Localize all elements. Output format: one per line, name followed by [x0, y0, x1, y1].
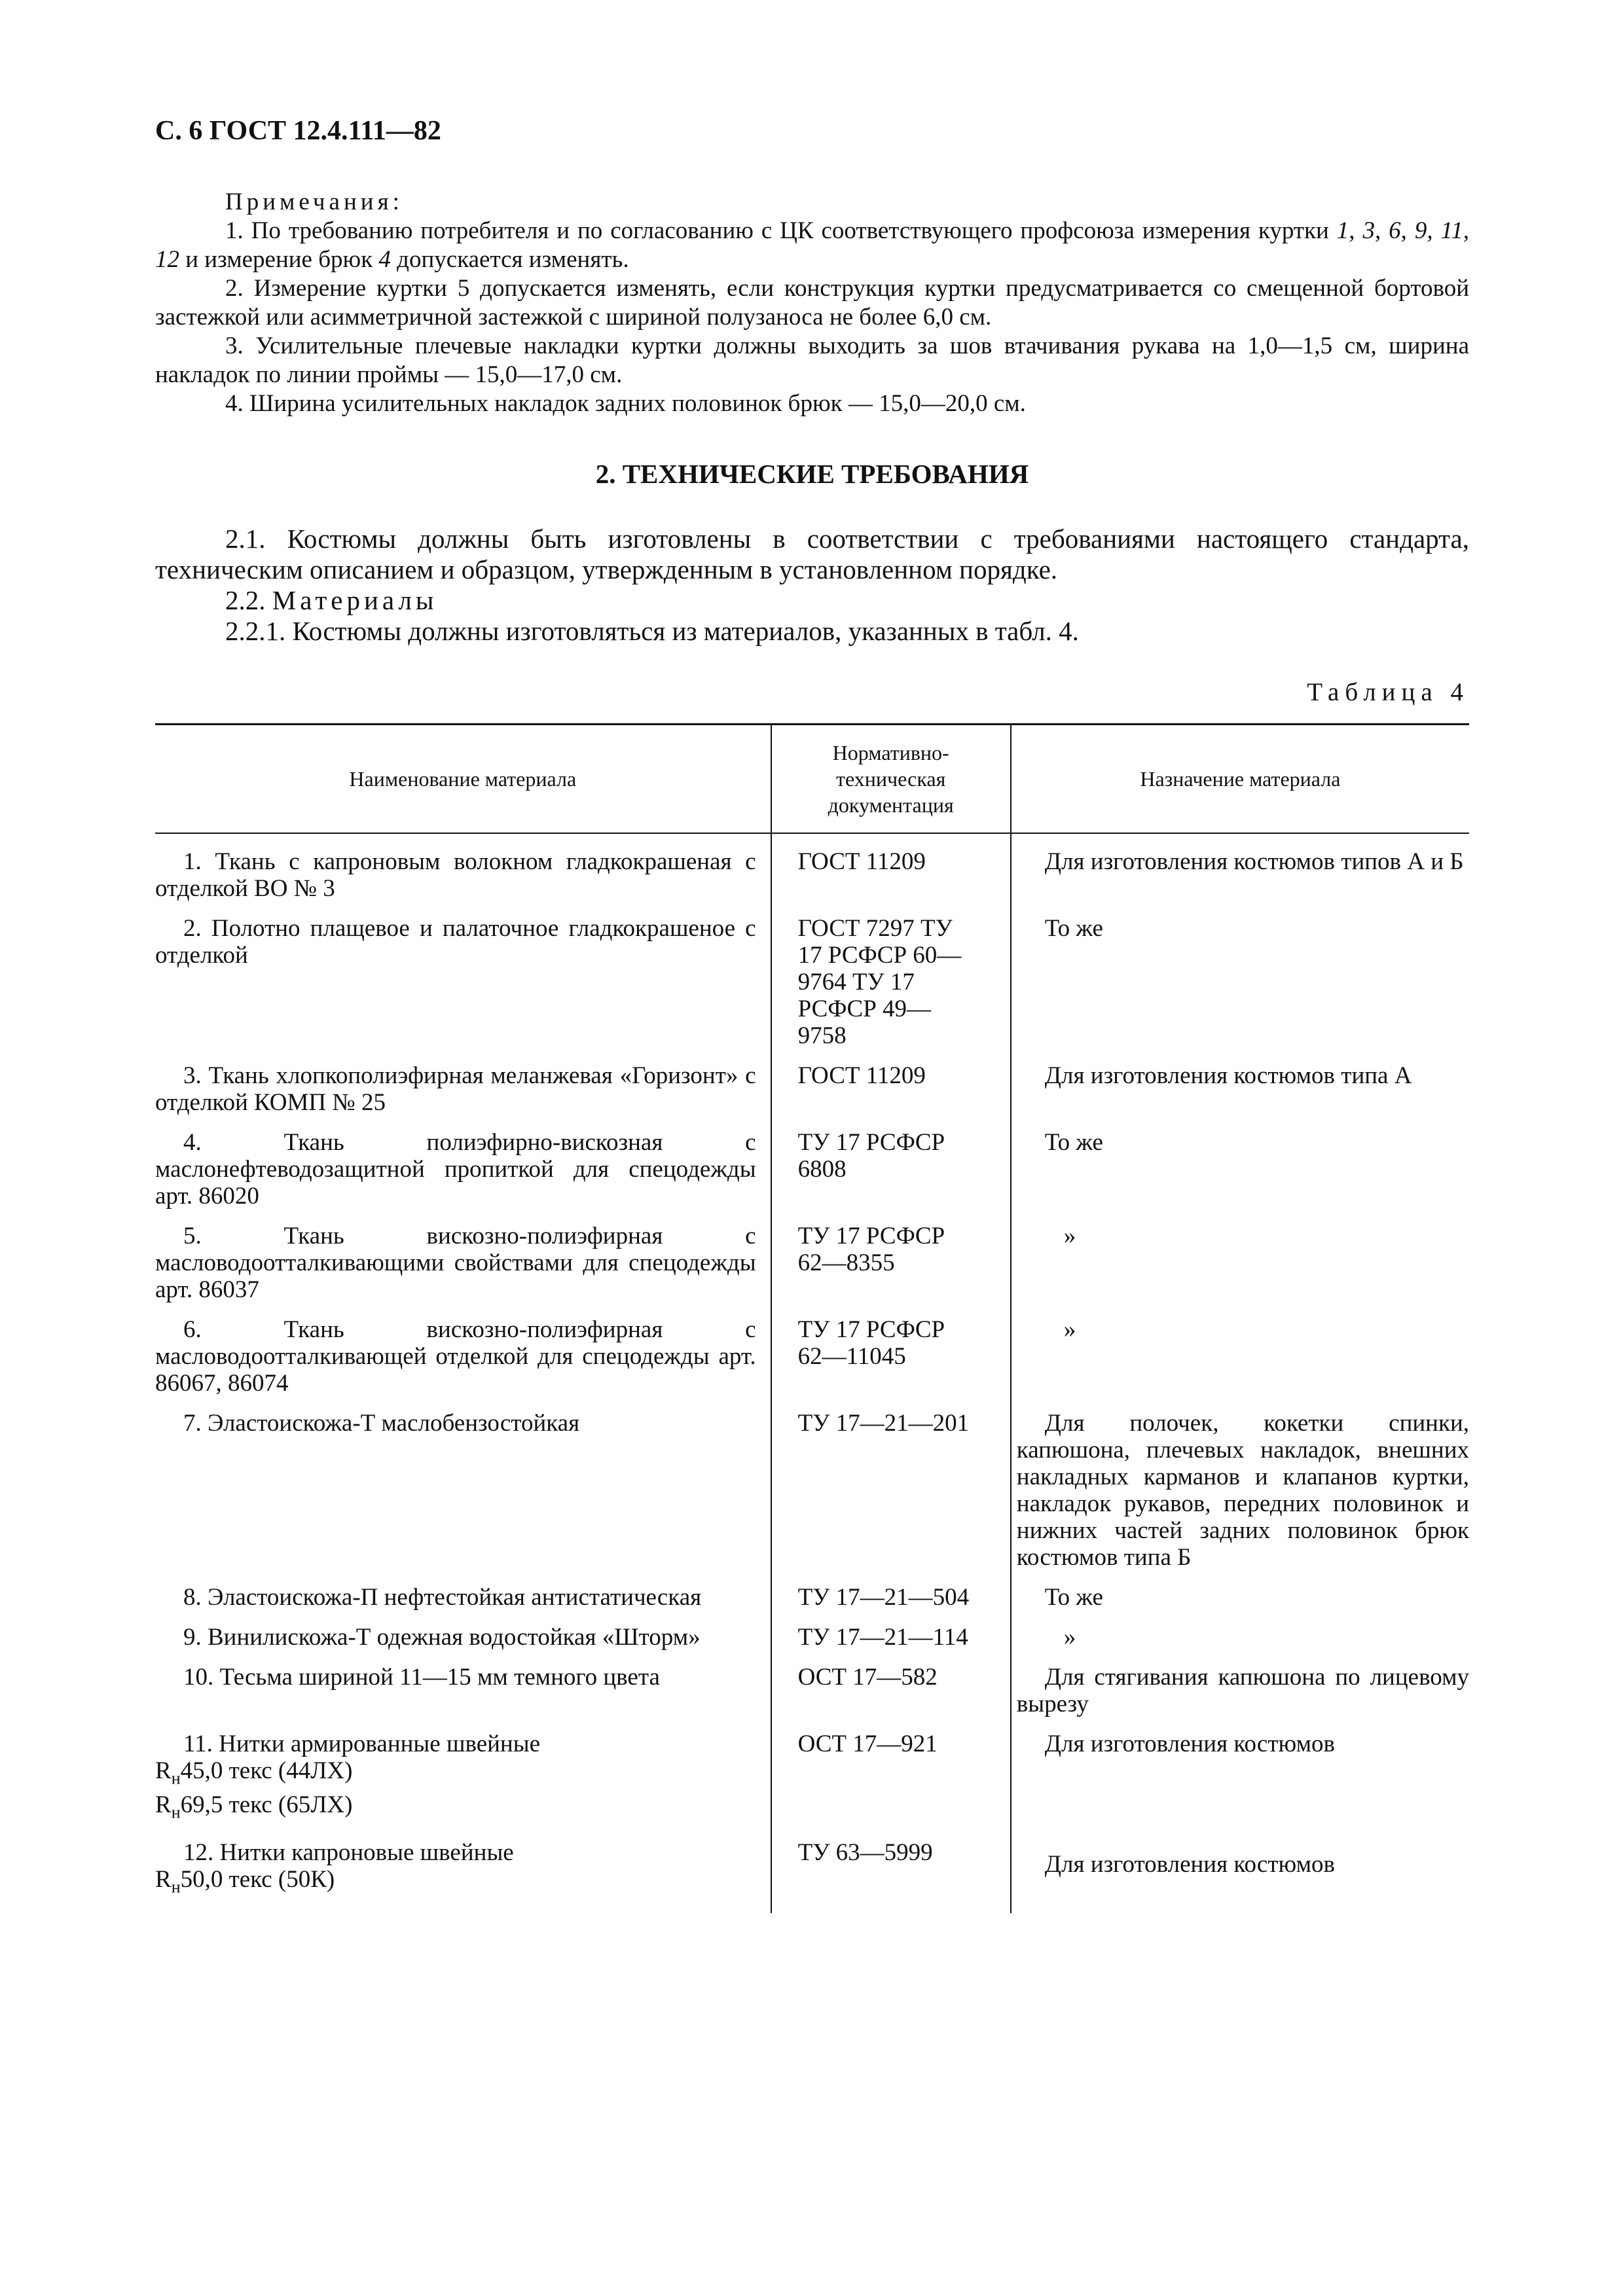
material-name: 7. Эластоискожа-Т маслобензостойкая	[183, 1410, 580, 1437]
table-row	[155, 1731, 1469, 1839]
material-name: 2. Полотно плащевое и палаточное гладкокрашеное с отделкой	[155, 915, 756, 969]
materials-table	[155, 723, 1469, 1913]
column-header-document: Нормативно-техническая документация	[771, 725, 1011, 834]
table-row	[155, 1584, 1469, 1624]
material-purpose: »	[1063, 1624, 1076, 1651]
note-2: 2. Измерение куртки 5 допускается изменять, если конструкция куртки предусматривается со смещенной бортовой застежкой или асимметричной застежкой с шириной полузаноса не более 6,0 см.	[155, 275, 1469, 331]
table-row	[155, 1316, 1469, 1410]
table-row	[155, 1062, 1469, 1129]
material-doc: ГОСТ 11209	[797, 1062, 926, 1089]
material-doc: ОСТ 17—582	[797, 1664, 938, 1691]
material-doc: ТУ 17 РСФСР 6808	[797, 1129, 945, 1183]
material-name: 4. Ткань полиэфирно-вискозная с маслонефтеводозащитной пропиткой для спецодежды арт. 86020	[155, 1129, 756, 1210]
table-caption: Таблица 4	[1307, 678, 1469, 706]
material-doc: ТУ 17—21—114	[797, 1624, 968, 1651]
material-purpose: То же	[1044, 1129, 1103, 1156]
material-purpose: То же	[1044, 915, 1103, 942]
material-name: 9. Винилискожа-Т одежная водостойкая «Шторм»	[183, 1624, 701, 1651]
page-header: С. 6 ГОСТ 12.4.111—82	[155, 116, 441, 146]
table-row	[155, 833, 1469, 915]
material-purpose: »	[1063, 1316, 1076, 1343]
material-purpose: То же	[1044, 1584, 1103, 1611]
clause-2-2-1: 2.2.1. Костюмы должны изготовляться из материалов, указанных в табл. 4.	[225, 616, 1079, 646]
material-doc: ТУ 17—21—504	[797, 1584, 970, 1611]
section-title: 2. ТЕХНИЧЕСКИЕ ТРЕБОВАНИЯ	[595, 459, 1029, 489]
material-name: 5. Ткань вискозно-полиэфирная с масловодоотталкивающими свойствами для спецодежды арт. 86037	[155, 1223, 756, 1303]
note-4: 4. Ширина усилительных накладок задних половинок брюк — 15,0—20,0 см.	[225, 390, 1026, 417]
material-purpose: Для изготовления костюмов	[1044, 1850, 1336, 1878]
note-3: 3. Усилительные плечевые накладки куртки должны выходить за шов втачивания рукава на 1,0—1,5 см, ширина накладок по линии проймы — 15,0—17,0 см.	[155, 332, 1469, 388]
material-purpose: Для изготовления костюмов типов А и Б	[1044, 848, 1464, 875]
material-doc: ОСТ 17—921	[797, 1731, 938, 1757]
material-purpose: »	[1063, 1223, 1076, 1249]
material-spec: $R_н69,5$ текс (65ЛХ)	[155, 1791, 353, 1822]
column-header-purpose: Назначение материала	[1011, 725, 1469, 834]
requirements-block	[155, 524, 1469, 647]
material-name: 6. Ткань вискозно-полиэфирная с масловодоотталкивающей отделкой для спецодежды арт. 86067, 86074	[155, 1316, 756, 1397]
notes-block	[155, 188, 1469, 418]
column-header-material: Наименование материала	[155, 725, 771, 834]
table-row	[155, 1223, 1469, 1316]
material-name: 10. Тесьма шириной 11—15 мм темного цвета	[183, 1664, 660, 1691]
material-spec: $R_н50,0$ текс (50К)	[155, 1865, 335, 1897]
material-name: 3. Ткань хлопкополиэфирная меланжевая «Горизонт» с отделкой КОМП № 25	[155, 1062, 756, 1116]
clause-2-1: 2.1. Костюмы должны быть изготовлены в соответствии с требованиями настоящего стандарта, техническим описанием и образцом, утвержденным в установленном порядке.	[155, 524, 1469, 584]
clause-2-2: 2.2. Материалы	[225, 585, 438, 615]
material-name: 1. Ткань с капроновым волокном гладкокрашеная с отделкой ВО № 3	[155, 848, 756, 902]
material-doc: ГОСТ 11209	[797, 848, 926, 875]
material-purpose: Для полочек, кокетки спинки, капюшона, плечевых накладок, внешних накладных карманов и клапанов куртки, накладок рукавов, передних половинок и нижних частей задних половинок брюк костюмов типа Б	[1016, 1410, 1469, 1571]
material-purpose: Для стягивания капюшона по лицевому вырезу	[1016, 1664, 1469, 1717]
note-1: 1. По требованию потребителя и по согласованию с ЦК соответствующего профсоюза измерения куртки 1, 3, 6, 9, 11, 12 и измерение брюк 4 допускается изменять.	[155, 217, 1469, 273]
material-doc: ТУ 17—21—201	[797, 1410, 970, 1437]
table-row	[155, 1410, 1469, 1584]
table-row	[155, 1129, 1469, 1223]
material-doc: ТУ 17 РСФСР 62—11045	[797, 1316, 945, 1370]
material-purpose: Для изготовления костюмов	[1044, 1731, 1336, 1757]
material-name: 8. Эластоискожа-П нефтестойкая антистатическая	[183, 1584, 702, 1611]
table-row	[155, 1624, 1469, 1664]
table-row	[155, 1664, 1469, 1731]
material-spec: $R_н45,0$ текс (44ЛХ)	[155, 1757, 353, 1788]
material-name: 11. Нитки армированные швейные	[183, 1731, 541, 1757]
material-name: 12. Нитки капроновые швейные	[183, 1839, 514, 1866]
material-doc: ТУ 17 РСФСР 62—8355	[797, 1223, 945, 1276]
table-row	[155, 1839, 1469, 1913]
material-purpose: Для изготовления костюмов типа А	[1044, 1062, 1412, 1089]
material-doc: ТУ 63—5999	[797, 1839, 933, 1866]
table-row	[155, 915, 1469, 1062]
notes-title: Примечания:	[225, 188, 403, 215]
material-doc: ГОСТ 7297 ТУ 17 РСФСР 60—9764 ТУ 17 РСФСР 49—9758	[797, 915, 962, 1049]
